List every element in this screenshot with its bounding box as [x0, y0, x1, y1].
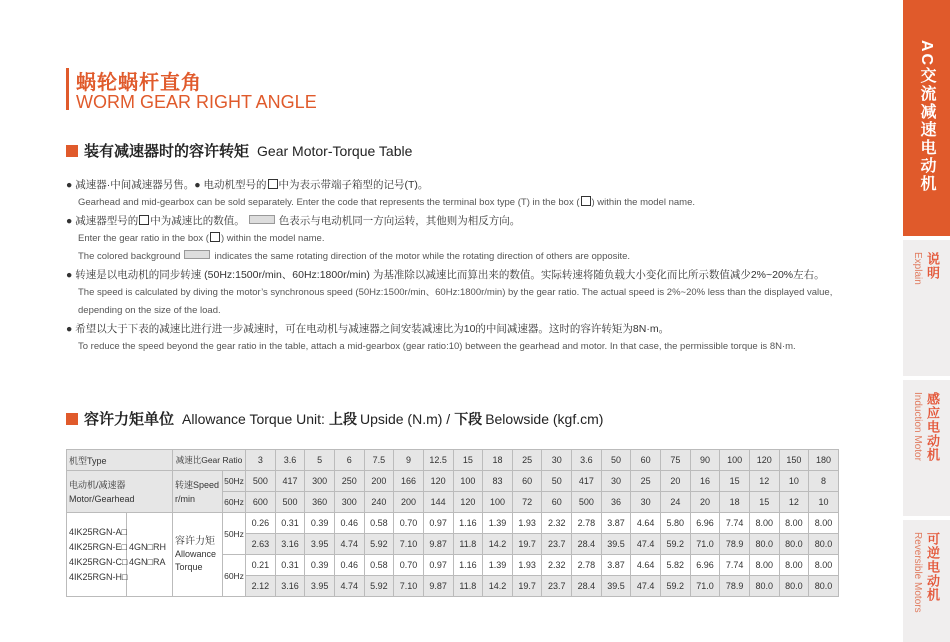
data-cell: 120 — [453, 492, 483, 513]
data-cell: 8.00 — [809, 555, 839, 576]
data-cell: 8.00 — [779, 555, 809, 576]
upside-label-zh: 上段 — [328, 410, 357, 427]
data-cell: 1.93 — [512, 513, 542, 534]
ratio-header: 减速比Gear Ratio — [173, 450, 246, 471]
page-title-zh: 蜗轮蜗杆直角 — [76, 72, 202, 94]
ratio-cell: 9 — [394, 450, 424, 471]
data-cell: 14.2 — [483, 534, 513, 555]
section-header-torque-table — [66, 140, 412, 161]
box-icon — [210, 232, 220, 242]
tab-ac-gear-motor[interactable]: AC交流减速电动机 — [903, 0, 950, 236]
ratio-cell: 5 — [305, 450, 335, 471]
data-cell: 15 — [720, 471, 750, 492]
section-header-allowance-torque — [66, 408, 603, 429]
data-cell: 9.87 — [423, 576, 453, 597]
data-cell: 10 — [779, 471, 809, 492]
page-title-en: WORM GEAR RIGHT ANGLE — [76, 92, 317, 112]
data-cell: 19.7 — [512, 576, 542, 597]
note-line: To reduce the speed beyond the gear ratio in the table, attach a mid-gearbox (gear ratio:10) between the gearhead and motor. In that case, the permissible torque is 8N·m. — [78, 341, 796, 352]
note-line: The colored background indicates the same rotating direction of the motor while the rotating direction of others are opposite. — [78, 251, 631, 262]
unit-label: Allowance Torque Unit: — [182, 410, 325, 427]
ratio-cell: 120 — [749, 450, 779, 471]
data-cell: 0.31 — [275, 555, 305, 576]
data-cell: 30 — [601, 471, 631, 492]
note-line: Enter the gear ratio in the box ( ) within the model name. — [78, 233, 325, 244]
motor-gearhead-header: 电动机/减速器 Motor/Gearhead — [67, 471, 173, 513]
ratio-cell: 30 — [542, 450, 572, 471]
data-cell: 80.0 — [749, 534, 779, 555]
belowside-label-zh: 下段 — [454, 410, 483, 427]
note-line: The speed is calculated by diving the motor’s synchronous speed (50Hz:1500r/min、60Hz:1800r/min) by the gear ratio. The actual speed is 2%~20% less than the displayed value, — [78, 287, 833, 298]
data-cell: 80.0 — [809, 534, 839, 555]
data-cell: 2.78 — [572, 555, 602, 576]
notes-block — [66, 176, 866, 356]
data-cell: 120 — [423, 471, 453, 492]
ratio-cell: 3 — [246, 450, 276, 471]
data-cell: 0.46 — [334, 513, 364, 534]
data-cell: 8.00 — [779, 513, 809, 534]
ratio-cell: 3.6 — [572, 450, 602, 471]
data-cell: 7.10 — [394, 534, 424, 555]
data-cell: 300 — [305, 471, 335, 492]
box-icon — [139, 215, 149, 225]
data-cell: 28.4 — [572, 534, 602, 555]
data-cell: 60 — [542, 492, 572, 513]
data-cell: 20 — [690, 492, 720, 513]
data-cell: 59.2 — [661, 534, 691, 555]
data-cell: 60 — [512, 471, 542, 492]
data-cell: 59.2 — [661, 576, 691, 597]
data-cell: 7.10 — [394, 576, 424, 597]
box-icon — [268, 179, 278, 189]
square-bullet-icon — [66, 145, 78, 157]
data-cell: 7.74 — [720, 555, 750, 576]
data-cell: 8 — [809, 471, 839, 492]
data-cell: 9.87 — [423, 534, 453, 555]
data-cell: 0.58 — [364, 555, 394, 576]
data-cell: 80.0 — [779, 576, 809, 597]
data-cell: 0.26 — [246, 513, 276, 534]
data-cell: 83 — [483, 471, 513, 492]
data-cell: 28.4 — [572, 576, 602, 597]
hz60-label: 60Hz — [223, 492, 246, 513]
ratio-cell: 25 — [512, 450, 542, 471]
data-cell: 5.92 — [364, 576, 394, 597]
data-cell: 11.8 — [453, 534, 483, 555]
ratio-cell: 90 — [690, 450, 720, 471]
data-cell: 2.12 — [246, 576, 276, 597]
data-cell: 6.96 — [690, 513, 720, 534]
tab-induction-motor[interactable]: Induction Motor 感应电动机 — [903, 380, 950, 516]
data-cell: 7.74 — [720, 513, 750, 534]
data-cell: 4.74 — [334, 534, 364, 555]
data-cell: 4.64 — [631, 555, 661, 576]
table-row — [67, 450, 839, 471]
data-cell: 500 — [246, 471, 276, 492]
ratio-cell: 50 — [601, 450, 631, 471]
data-cell: 2.63 — [246, 534, 276, 555]
hz50-label: 50Hz — [223, 471, 246, 492]
section-title-zh: 装有减速器时的容许转矩 — [84, 143, 250, 160]
data-cell: 14.2 — [483, 576, 513, 597]
data-cell: 0.21 — [246, 555, 276, 576]
data-cell: 8.00 — [749, 513, 779, 534]
note-line: ● 减速器·中间减速器另售。● 电动机型号的 中为表示带端子箱型的记号(T)。 — [66, 179, 429, 191]
data-cell: 10 — [809, 492, 839, 513]
ratio-cell: 3.6 — [275, 450, 305, 471]
data-cell: 100 — [453, 471, 483, 492]
ratio-cell: 7.5 — [364, 450, 394, 471]
colored-background-swatch-icon — [184, 250, 210, 259]
colored-background-swatch-icon — [249, 215, 275, 224]
data-cell: 0.39 — [305, 555, 335, 576]
data-cell: 19.7 — [512, 534, 542, 555]
data-cell: 3.87 — [601, 513, 631, 534]
data-cell: 0.58 — [364, 513, 394, 534]
data-cell: 240 — [364, 492, 394, 513]
data-cell: 5.80 — [661, 513, 691, 534]
data-cell: 200 — [394, 492, 424, 513]
data-cell: 78.9 — [720, 576, 750, 597]
data-cell: 25 — [631, 471, 661, 492]
ratio-cell: 18 — [483, 450, 513, 471]
data-cell: 100 — [483, 492, 513, 513]
speed-header: 转速Speed r/min — [173, 471, 223, 513]
data-cell: 11.8 — [453, 576, 483, 597]
data-cell: 78.9 — [720, 534, 750, 555]
data-cell: 0.70 — [394, 555, 424, 576]
data-cell: 20 — [661, 471, 691, 492]
data-cell: 50 — [542, 471, 572, 492]
data-cell: 417 — [572, 471, 602, 492]
data-cell: 600 — [246, 492, 276, 513]
data-cell: 12 — [749, 471, 779, 492]
data-cell: 36 — [601, 492, 631, 513]
data-cell: 5.82 — [661, 555, 691, 576]
data-cell: 3.16 — [275, 576, 305, 597]
data-cell: 80.0 — [779, 534, 809, 555]
data-cell: 3.16 — [275, 534, 305, 555]
table-row — [67, 471, 839, 492]
ratio-cell: 12.5 — [423, 450, 453, 471]
side-tabs — [903, 0, 950, 642]
torque-table — [66, 449, 839, 597]
data-cell: 30 — [631, 492, 661, 513]
note-line: depending on the size of the load. — [78, 305, 221, 316]
data-cell: 4.74 — [334, 576, 364, 597]
data-cell: 0.97 — [423, 555, 453, 576]
tab-explain[interactable]: Explain 说明 — [903, 240, 950, 376]
data-cell: 8.00 — [809, 513, 839, 534]
data-cell: 0.31 — [275, 513, 305, 534]
data-cell: 16 — [690, 471, 720, 492]
data-cell: 5.92 — [364, 534, 394, 555]
data-cell: 23.7 — [542, 534, 572, 555]
data-cell: 47.4 — [631, 534, 661, 555]
ratio-cell: 150 — [779, 450, 809, 471]
tab-reversible-motors[interactable]: Reversible Motors 可逆电动机 — [903, 520, 950, 642]
data-cell: 0.39 — [305, 513, 335, 534]
data-cell: 1.16 — [453, 555, 483, 576]
data-cell: 0.70 — [394, 513, 424, 534]
torque-header: 容许力矩 Allowance Torque — [173, 513, 223, 597]
ratio-cell: 100 — [720, 450, 750, 471]
data-cell: 417 — [275, 471, 305, 492]
data-cell: 39.5 — [601, 534, 631, 555]
data-cell: 144 — [423, 492, 453, 513]
ratio-cell: 75 — [661, 450, 691, 471]
data-cell: 1.16 — [453, 513, 483, 534]
type-header: 机型Type — [67, 450, 173, 471]
gearhead-list: 4GN□RH 4GN□RA — [127, 513, 173, 597]
ratio-cell: 60 — [631, 450, 661, 471]
data-cell: 15 — [749, 492, 779, 513]
section-title-zh: 容许力矩单位 — [84, 411, 175, 428]
data-cell: 0.46 — [334, 555, 364, 576]
data-cell: 47.4 — [631, 576, 661, 597]
data-cell: 2.78 — [572, 513, 602, 534]
data-cell: 0.97 — [423, 513, 453, 534]
ratio-cell: 15 — [453, 450, 483, 471]
box-icon — [581, 196, 591, 206]
note-line: ● 转速是以电动机的同步转速 (50Hz:1500r/min、60Hz:1800r/min) 为基准除以减速比而算出来的数值。实际转速将随负载大小变化而比所示数值减少2%~20%左右。 — [66, 269, 825, 281]
data-cell: 166 — [394, 471, 424, 492]
square-bullet-icon — [66, 413, 78, 425]
data-cell: 12 — [779, 492, 809, 513]
data-cell: 2.32 — [542, 513, 572, 534]
data-cell: 1.39 — [483, 555, 513, 576]
ratio-cell: 6 — [334, 450, 364, 471]
data-cell: 3.95 — [305, 576, 335, 597]
section-title-en: Gear Motor-Torque Table — [257, 142, 413, 159]
data-cell: 71.0 — [690, 576, 720, 597]
data-cell: 1.39 — [483, 513, 513, 534]
data-cell: 250 — [334, 471, 364, 492]
data-cell: 80.0 — [809, 576, 839, 597]
belowside-label-en: Belowside (kgf.cm) — [485, 410, 604, 427]
data-cell: 500 — [275, 492, 305, 513]
data-cell: 80.0 — [749, 576, 779, 597]
data-cell: 24 — [661, 492, 691, 513]
data-cell: 6.96 — [690, 555, 720, 576]
data-cell: 500 — [572, 492, 602, 513]
data-cell: 23.7 — [542, 576, 572, 597]
hz60-torque-label: 60Hz — [223, 555, 246, 597]
data-cell: 72 — [512, 492, 542, 513]
data-cell: 4.64 — [631, 513, 661, 534]
data-cell: 3.87 — [601, 555, 631, 576]
ratio-cell: 180 — [809, 450, 839, 471]
data-cell: 39.5 — [601, 576, 631, 597]
data-cell: 1.93 — [512, 555, 542, 576]
upside-label-en: Upside (N.m) / — [359, 410, 451, 427]
data-cell: 200 — [364, 471, 394, 492]
model-list: 4IK25RGN-A□ 4IK25RGN-E□ 4IK25RGN-C□ 4IK25RGN-H□ — [67, 513, 127, 597]
title-accent-bar — [66, 68, 69, 110]
data-cell: 8.00 — [749, 555, 779, 576]
data-cell: 18 — [720, 492, 750, 513]
table-row — [67, 513, 839, 534]
data-cell: 360 — [305, 492, 335, 513]
note-line: ● 减速器型号的 中为减速比的数值。 色表示与电动机同一方向运转，其他则为相反方向。 — [66, 215, 521, 227]
hz50-torque-label: 50Hz — [223, 513, 246, 555]
note-line: Gearhead and mid-gearbox can be sold separately. Enter the code that represents the terminal box type (T) in the box ( ) within the model name. — [78, 197, 695, 208]
note-line: ● 希望以大于下表的减速比进行进一步减速时，可在电动机与减速器之间安装减速比为10的中间减速器。这时的容许转矩为8N·m。 — [66, 323, 670, 335]
data-cell: 2.32 — [542, 555, 572, 576]
data-cell: 3.95 — [305, 534, 335, 555]
data-cell: 300 — [334, 492, 364, 513]
data-cell: 71.0 — [690, 534, 720, 555]
